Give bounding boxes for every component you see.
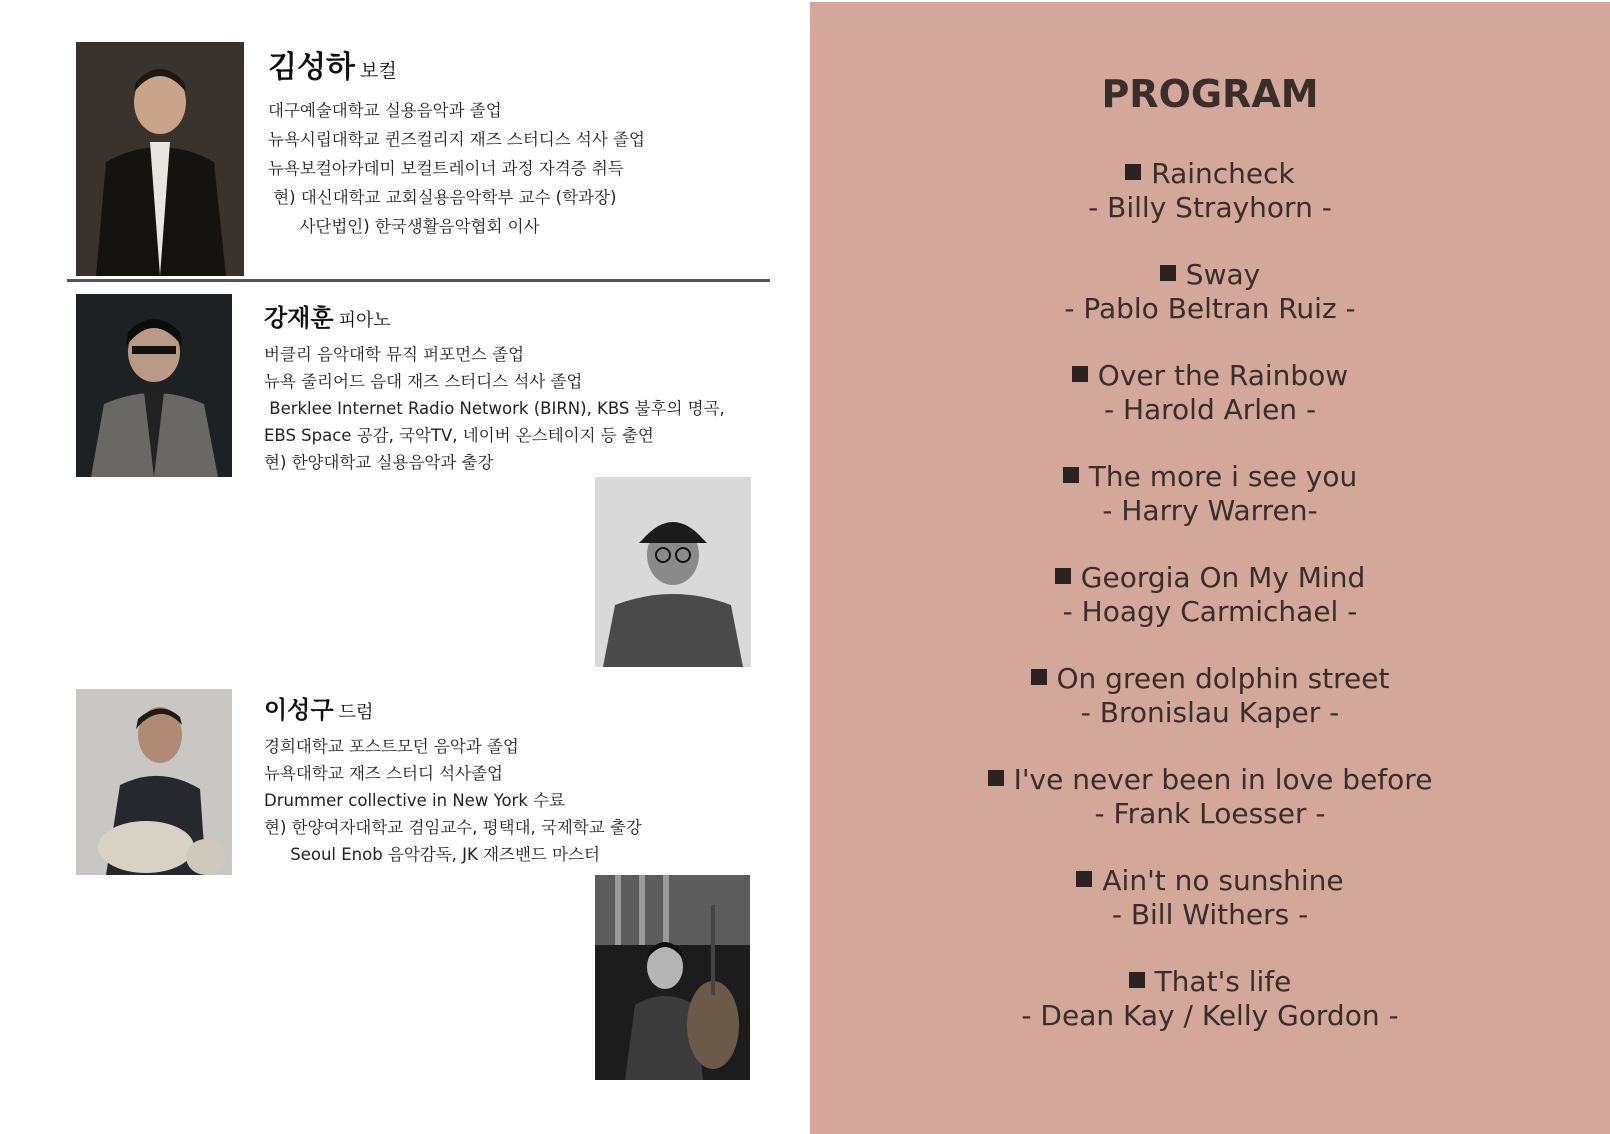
- bio-line: 뉴욕시립대학교 퀸즈컬리지 재즈 스터디스 석사 졸업: [268, 130, 645, 149]
- program-item: [810, 359, 1610, 427]
- performer-photo-kim-myungwon: [595, 477, 751, 667]
- performer-photo-kang-jaehoon: [76, 294, 232, 477]
- performer-bio-kang-jaehoon: [264, 298, 725, 476]
- program-item: [810, 157, 1610, 225]
- square-bullet-icon: [1031, 669, 1047, 685]
- bio-line: Seoul Enob 음악감독, JK 재즈밴드 마스터: [264, 845, 600, 864]
- square-bullet-icon: [1129, 972, 1145, 988]
- performer-role: 보컬: [360, 60, 397, 82]
- section-divider: [67, 279, 770, 282]
- bio-line: 대구예술대학교 실용음악과 졸업: [268, 101, 502, 120]
- song-artist: - Hoagy Carmichael -: [1062, 595, 1358, 628]
- song-artist: - Harold Arlen -: [1103, 393, 1317, 426]
- square-bullet-icon: [1076, 871, 1092, 887]
- bio-line: 현) 한양여자대학교 겸임교수, 평택대, 국제학교 출강: [264, 818, 642, 837]
- performer-role: 피아노: [338, 310, 391, 331]
- performer-photo-kim-inyoung: [595, 875, 750, 1080]
- performer-role: 드럼: [338, 702, 374, 723]
- song-artist: - Pablo Beltran Ruiz -: [1064, 292, 1356, 325]
- song-title: Georgia On My Mind: [1080, 561, 1366, 594]
- square-bullet-icon: [1160, 265, 1176, 281]
- program-item: [810, 561, 1610, 629]
- song-title: That's life: [1154, 965, 1292, 998]
- performer-bio-kim-sungha: [268, 42, 645, 241]
- song-title: The more i see you: [1088, 460, 1358, 493]
- bio-line: 뉴욕보컬아카데미 보컬트레이너 과정 자격증 취득: [268, 159, 624, 178]
- song-artist: - Harry Warren-: [1102, 494, 1318, 527]
- program-item: [810, 258, 1610, 326]
- song-title: Ain't no sunshine: [1102, 864, 1344, 897]
- program-item: [810, 460, 1610, 528]
- performer-name: 이성구: [264, 696, 334, 724]
- performer-name: 강재훈: [264, 304, 334, 332]
- performer-photo-kim-sungha: [76, 42, 244, 276]
- song-title: Raincheck: [1151, 157, 1295, 190]
- square-bullet-icon: [1055, 568, 1071, 584]
- song-artist: - Dean Kay / Kelly Gordon -: [1021, 999, 1399, 1032]
- program-item: [810, 965, 1610, 1033]
- performer-bio-lee-sunggu: [264, 690, 642, 868]
- program-panel: [810, 2, 1610, 1134]
- bio-line: Berklee Internet Radio Network (BIRN), KBS 불후의 명곡,: [264, 399, 725, 418]
- bio-line: 뉴욕 줄리어드 음대 재즈 스터디스 석사 졸업: [264, 372, 583, 391]
- program-title: PROGRAM: [1101, 72, 1319, 116]
- bio-line: 현) 대신대학교 교회실용음악학부 교수 (학과장): [268, 188, 617, 207]
- bio-line: 현) 한양대학교 실용음악과 출강: [264, 453, 494, 472]
- program-list: [810, 157, 1610, 1066]
- song-artist: - Bronislau Kaper -: [1080, 696, 1340, 729]
- performer-photo-lee-sunggu: [76, 689, 232, 875]
- bio-line: 사단법인) 한국생활음악협회 이사: [268, 217, 540, 236]
- program-item: [810, 864, 1610, 932]
- song-title: On green dolphin street: [1056, 662, 1390, 695]
- program-item: [810, 763, 1610, 831]
- song-title: Over the Rainbow: [1097, 359, 1349, 392]
- square-bullet-icon: [1125, 164, 1141, 180]
- bio-line: Drummer collective in New York 수료: [264, 791, 566, 810]
- bio-line: 경희대학교 포스트모던 음악과 졸업: [264, 737, 519, 756]
- bio-line: 버클리 음악대학 뮤직 퍼포먼스 졸업: [264, 345, 525, 364]
- square-bullet-icon: [988, 770, 1004, 786]
- song-artist: - Frank Loesser -: [1094, 797, 1326, 830]
- song-artist: - Bill Withers -: [1111, 898, 1309, 931]
- song-title: I've never been in love before: [1013, 763, 1433, 796]
- bio-line: EBS Space 공감, 국악TV, 네이버 온스테이지 등 출연: [264, 426, 654, 445]
- performer-name: 김성하: [268, 50, 355, 85]
- square-bullet-icon: [1072, 366, 1088, 382]
- square-bullet-icon: [1063, 467, 1079, 483]
- song-artist: - Billy Strayhorn -: [1088, 191, 1332, 224]
- bio-line: 뉴욕대학교 재즈 스터디 석사졸업: [264, 764, 503, 783]
- program-item: [810, 662, 1610, 730]
- song-title: Sway: [1185, 258, 1261, 291]
